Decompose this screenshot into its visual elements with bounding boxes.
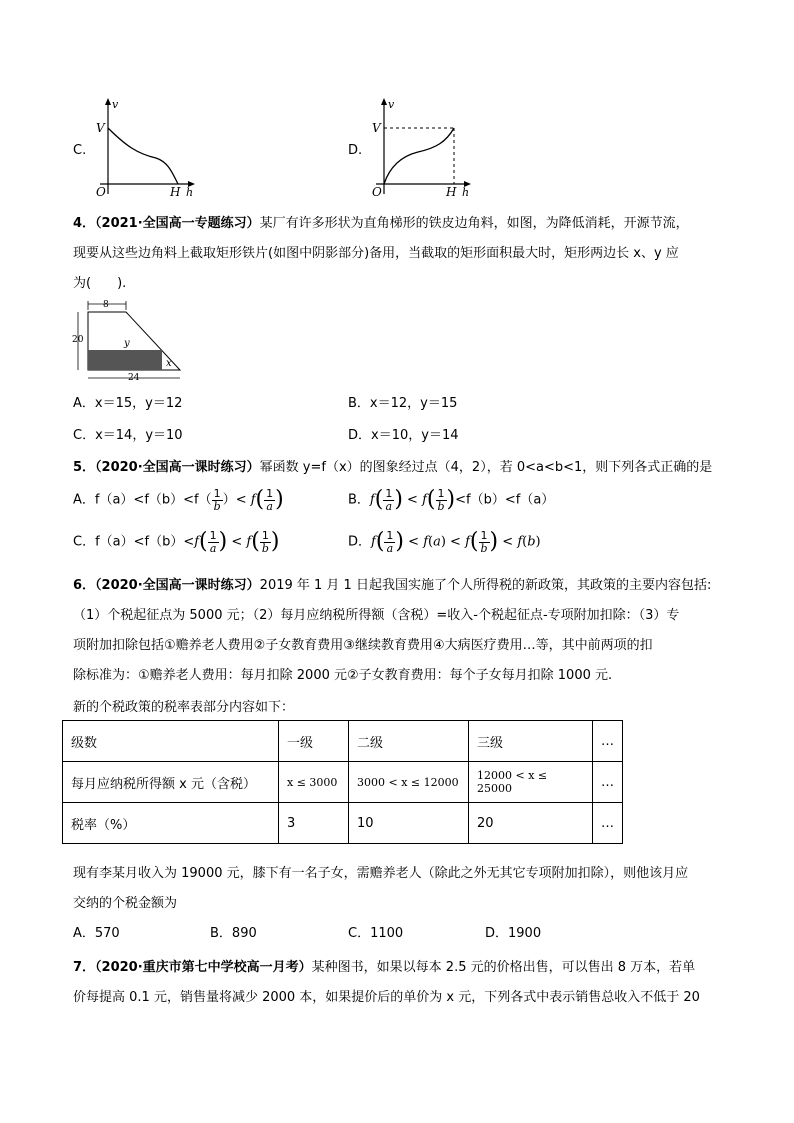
option-c-label: C.: [73, 143, 87, 158]
table-row: [63, 803, 623, 844]
q4-line2: 现要从这些边角料上截取矩形铁片(如图中阴影部分)备用，当截取的矩形面积最大时，矩形两边长 x、y 应: [73, 246, 679, 261]
curve: [384, 128, 454, 184]
table-cell: 20: [469, 803, 593, 844]
table-cell: 二级: [349, 721, 469, 762]
top-length: 8: [103, 300, 109, 310]
axis-H: H: [170, 185, 181, 199]
q4-line1: 4．（2021·全国高一专题练习）某厂有许多形状为直角梯形的铁皮边角料，如图，为降低消耗，开源节流，: [73, 216, 689, 231]
q5-option-b: B．f( $\frac{1}{a}$ ) < f( $\frac{1}{b}$ )<f（b）<f（a）: [348, 486, 555, 513]
axis-v: v: [388, 98, 395, 111]
axis-h: h: [186, 186, 194, 199]
table-cell: 税率（%）: [63, 803, 279, 844]
q5-stem: 5．（2020·全国高一课时练习）幂函数 y=f（x）的图象经过点（4，2），若 0<a<b<1，则下列各式正确的是: [73, 460, 713, 475]
table-cell: 12000 < x ≤ 25000: [469, 762, 593, 803]
axis-V: V: [372, 121, 381, 135]
q7-line2: 价每提高 0.1 元，销售量将减少 2000 本，如果提价后的单价为 x 元，下列各式中表示销售总收入不低于 20: [73, 990, 700, 1005]
table-cell: …: [593, 803, 623, 844]
table-row: [63, 762, 623, 803]
left-length: 20: [72, 335, 84, 345]
q6-option-d: D．1900: [485, 926, 542, 941]
q6-option-c: C．1100: [348, 926, 404, 941]
axis-v: v: [112, 98, 119, 111]
q7-line1: 7．（2020·重庆市第七中学校高一月考）某种图书，如果以每本 2.5 元的价格出售，可以售出 8 万本，若单: [73, 960, 696, 975]
q4-line3: 为( ).: [73, 276, 127, 291]
q6-after2: 交纳的个税金额为: [73, 896, 178, 911]
q6-line2: （1）个税起征点为 5000 元；（2）每月应纳税所得额（含税）=收入-个税起征点-专项附加扣除：（3）专: [73, 608, 680, 623]
table-cell: 级数: [63, 721, 279, 762]
table-cell: 3: [279, 803, 349, 844]
q4-trapezoid-figure: [70, 298, 190, 382]
table-cell: …: [593, 721, 623, 762]
q4-option-d: D．x＝10，y＝14: [348, 428, 459, 443]
q4-option-b: B．x＝12，y＝15: [348, 396, 458, 411]
q6-line5: 新的个税政策的税率表部分内容如下：: [73, 700, 295, 715]
var-x: x: [166, 358, 172, 369]
q6-line4: 除标准为：①赡养老人费用：每月扣除 2000 元②子女教育费用：每个子女每月扣除 1000 元.: [73, 668, 613, 683]
q7-tag: 7．（2020·重庆市第七中学校高一月考）: [73, 960, 312, 975]
q5-option-a: A．f（a）<f（b）<f（ $\frac{1}{b}$ ）< f( $\frac{1}{a}$ ): [73, 486, 284, 513]
q5-option-c: C．f（a）<f（b）<f( $\frac{1}{a}$ ) < f( $\frac{1}{b}$ ): [73, 528, 280, 555]
table-cell: …: [593, 762, 623, 803]
table-cell: 10: [349, 803, 469, 844]
axis-O: O: [372, 185, 382, 199]
bottom-length: 24: [128, 373, 140, 382]
tax-rate-table: [62, 720, 623, 844]
y-axis-arrow: [105, 98, 111, 105]
axis-O: O: [96, 185, 106, 199]
shaded-rectangle: [88, 350, 162, 370]
curve: [108, 128, 178, 184]
axis-V: V: [96, 121, 105, 135]
y-axis-arrow: [381, 98, 387, 105]
q6-option-a: A．570: [73, 926, 120, 941]
option-c-graph: [86, 96, 196, 200]
q5-option-d: D．f( $\frac{1}{a}$ ) < f(a) < f( $\frac{1}{b}$ ) < f(b): [348, 528, 541, 555]
q4-option-a: A．x＝15，y＝12: [73, 396, 183, 411]
q6-tag: 6．（2020·全国高一课时练习）: [73, 578, 260, 593]
table-cell: 3000 < x ≤ 12000: [349, 762, 469, 803]
q6-line1: 6．（2020·全国高一课时练习）2019 年 1 月 1 日起我国实施了个人所得税的新政策，其政策的主要内容包括:: [73, 578, 712, 593]
q4-option-c: C．x＝14，y＝10: [73, 428, 183, 443]
q6-after1: 现有李某月收入为 19000 元，膝下有一名子女，需赡养老人（除此之外无其它专项附加扣除），则他该月应: [73, 866, 689, 881]
axis-h: h: [462, 186, 470, 199]
table-cell: x ≤ 3000: [279, 762, 349, 803]
option-d-label: D.: [348, 143, 363, 158]
table-cell: 每月应纳税所得额 x 元（含税）: [63, 762, 279, 803]
q6-option-b: B．890: [210, 926, 257, 941]
q5-tag: 5．（2020·全国高一课时练习）: [73, 460, 260, 475]
var-y: y: [124, 338, 130, 349]
option-d-graph: [362, 96, 472, 200]
q6-line3: 项附加扣除包括①赡养老人费用②子女教育费用③继续教育费用④大病医疗费用…等，其中前两项的扣: [73, 638, 653, 653]
table-cell: 三级: [469, 721, 593, 762]
axis-H: H: [446, 185, 457, 199]
table-row: [63, 721, 623, 762]
table-cell: 一级: [279, 721, 349, 762]
q4-tag: 4．（2021·全国高一专题练习）: [73, 216, 260, 231]
